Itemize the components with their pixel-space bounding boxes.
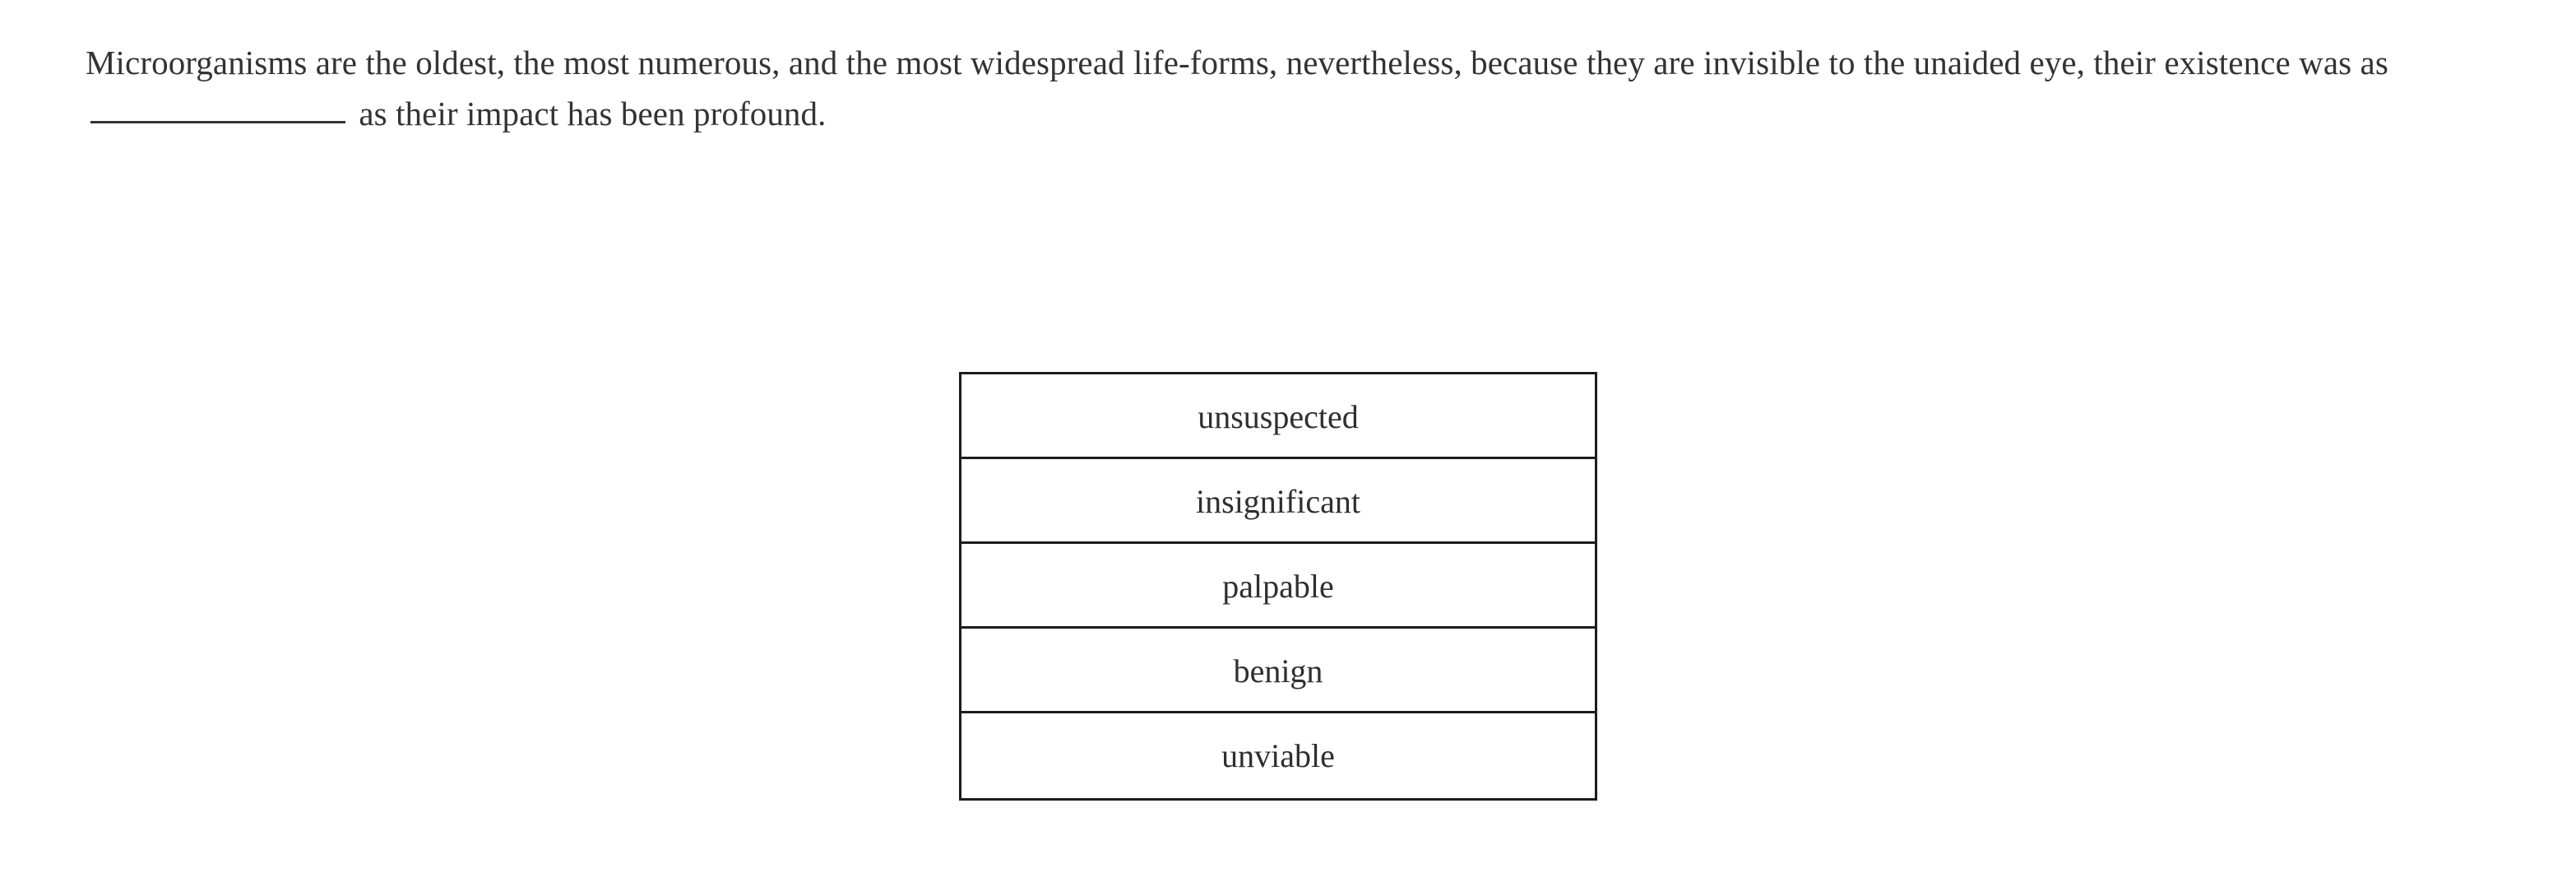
answer-choice-list [959, 372, 1597, 801]
answer-choice-option[interactable]: benign [961, 629, 1595, 713]
question-text [86, 38, 2454, 139]
question-block [86, 38, 2454, 139]
answer-choice-option[interactable]: insignificant [961, 459, 1595, 544]
answer-choice-option[interactable]: unsuspected [961, 374, 1595, 459]
answer-blank [90, 121, 345, 123]
question-text-after-blank: as their impact has been profound. [359, 94, 827, 132]
question-text-before-blank: Microorganisms are the oldest, the most numerous, and the most widespread life-forms, nevertheless, because they are invisible to the unaided eye, their existence was as [86, 44, 2388, 81]
answer-choice-option[interactable]: unviable [961, 713, 1595, 798]
answer-choice-option[interactable]: palpable [961, 544, 1595, 629]
